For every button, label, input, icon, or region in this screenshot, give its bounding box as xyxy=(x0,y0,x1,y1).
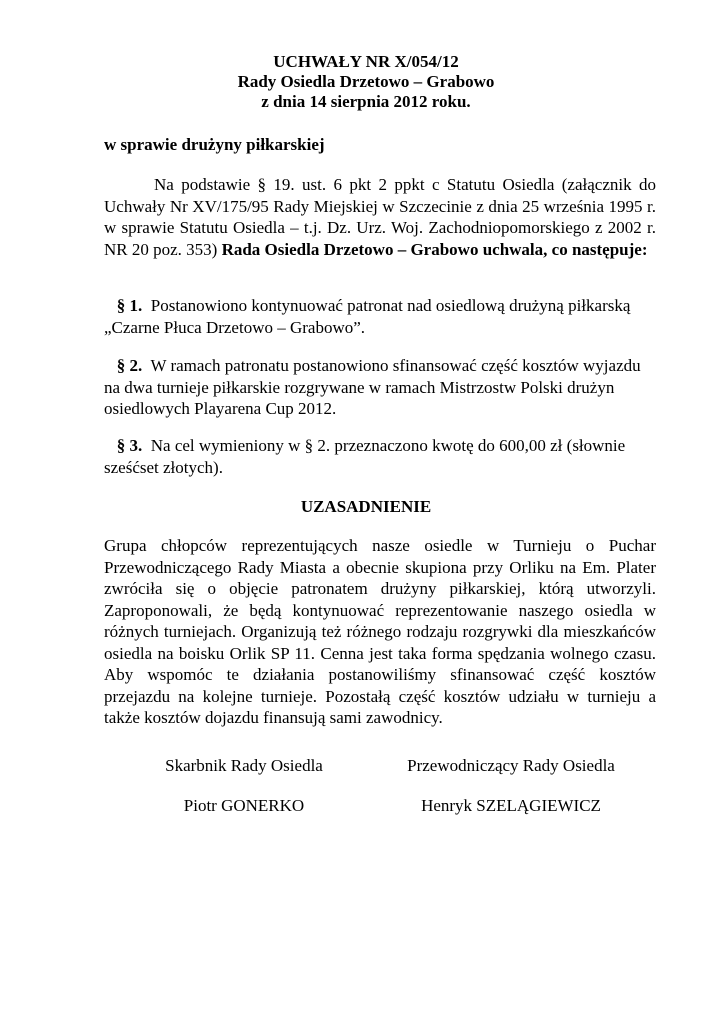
paragraph-number: § 2. xyxy=(116,356,143,375)
title-line-date: z dnia 14 sierpnia 2012 roku. xyxy=(261,92,471,111)
paragraph-text: W ramach patronatu postanowiono sfinansować część kosztów wyjazdu na dwa turnieje piłkarskie rozgrywane w ramach Mistrzostw Polski drużyn osiedlowych Playarena Cup 2012. xyxy=(104,356,641,418)
paragraph-number: § 1. xyxy=(116,296,143,315)
resolution-subject: w sprawie drużyny piłkarskiej xyxy=(104,135,325,154)
paragraph-number: § 3. xyxy=(116,436,143,455)
legal-basis-resolves: Rada Osiedla Drzetowo – Grabowo uchwala, co następuje: xyxy=(221,239,648,259)
legal-basis xyxy=(104,174,656,260)
signature-name: Henryk SZELĄGIEWICZ xyxy=(421,796,601,815)
title-line-council: Rady Osiedla Drzetowo – Grabowo xyxy=(237,72,495,91)
resolution-title xyxy=(0,52,724,112)
paragraph-text: Na cel wymieniony w § 2. przeznaczono kwotę do 600,00 zł (słownie sześćset złotych). xyxy=(104,436,626,477)
justification-text: Grupa chłopców reprezentujących nasze osiedle w Turnieju o Puchar Przewodniczącego Rady Miasta a obecnie skupiona przy Orliku na Em. Plater zwróciła się o objęcie patronatem drużyny piłkarskiej, którą utworzyli. Zaproponowali, że będą kontynuować reprezentowanie naszego osiedla w różnych turniejach. Organizują też różnego rodzaju rozgrywki dla mieszkańców osiedla na boisku Orlik SP 11. Cenna jest taka forma spędzania wolnego czasu. Aby wspomóc te działania postanowiliśmy sfinansować część kosztów przejazdu na kolejne turnieje. Pozostałą część kosztów udziału w turnieju a także kosztów dojazdu finansują sami zawodnicy. xyxy=(104,536,656,727)
paragraph-3 xyxy=(104,435,656,478)
signature-name: Piotr GONERKO xyxy=(183,796,305,815)
paragraph-2 xyxy=(104,355,656,420)
paragraph-text: Postanowiono kontynuować patronat nad osiedlową drużyną piłkarską „Czarne Płuca Drzetowo – Grabowo”. xyxy=(104,296,631,337)
justification-heading: UZASADNIENIE xyxy=(300,497,432,516)
signature-role: Przewodniczący Rady Osiedla xyxy=(407,756,615,775)
paragraph-1 xyxy=(104,295,656,338)
signature-chairman xyxy=(395,756,627,816)
title-line-number: UCHWAŁY NR X/054/12 xyxy=(273,52,459,71)
signature-role: Skarbnik Rady Osiedla xyxy=(165,756,323,775)
signature-treasurer xyxy=(150,756,338,816)
legal-basis-text: Na podstawie § 19. ust. 6 pkt 2 ppkt c Statutu Osiedla (załącznik do Uchwały Nr XV/175/95 Rady Miejskiej w Szczecinie z dnia 25 września 1995 r. w sprawie Statutu Osiedla – t.j. Dz. Urz. Woj. Zachodniopomorskiego z 2002 r. NR 20 poz. 353) xyxy=(104,175,656,259)
